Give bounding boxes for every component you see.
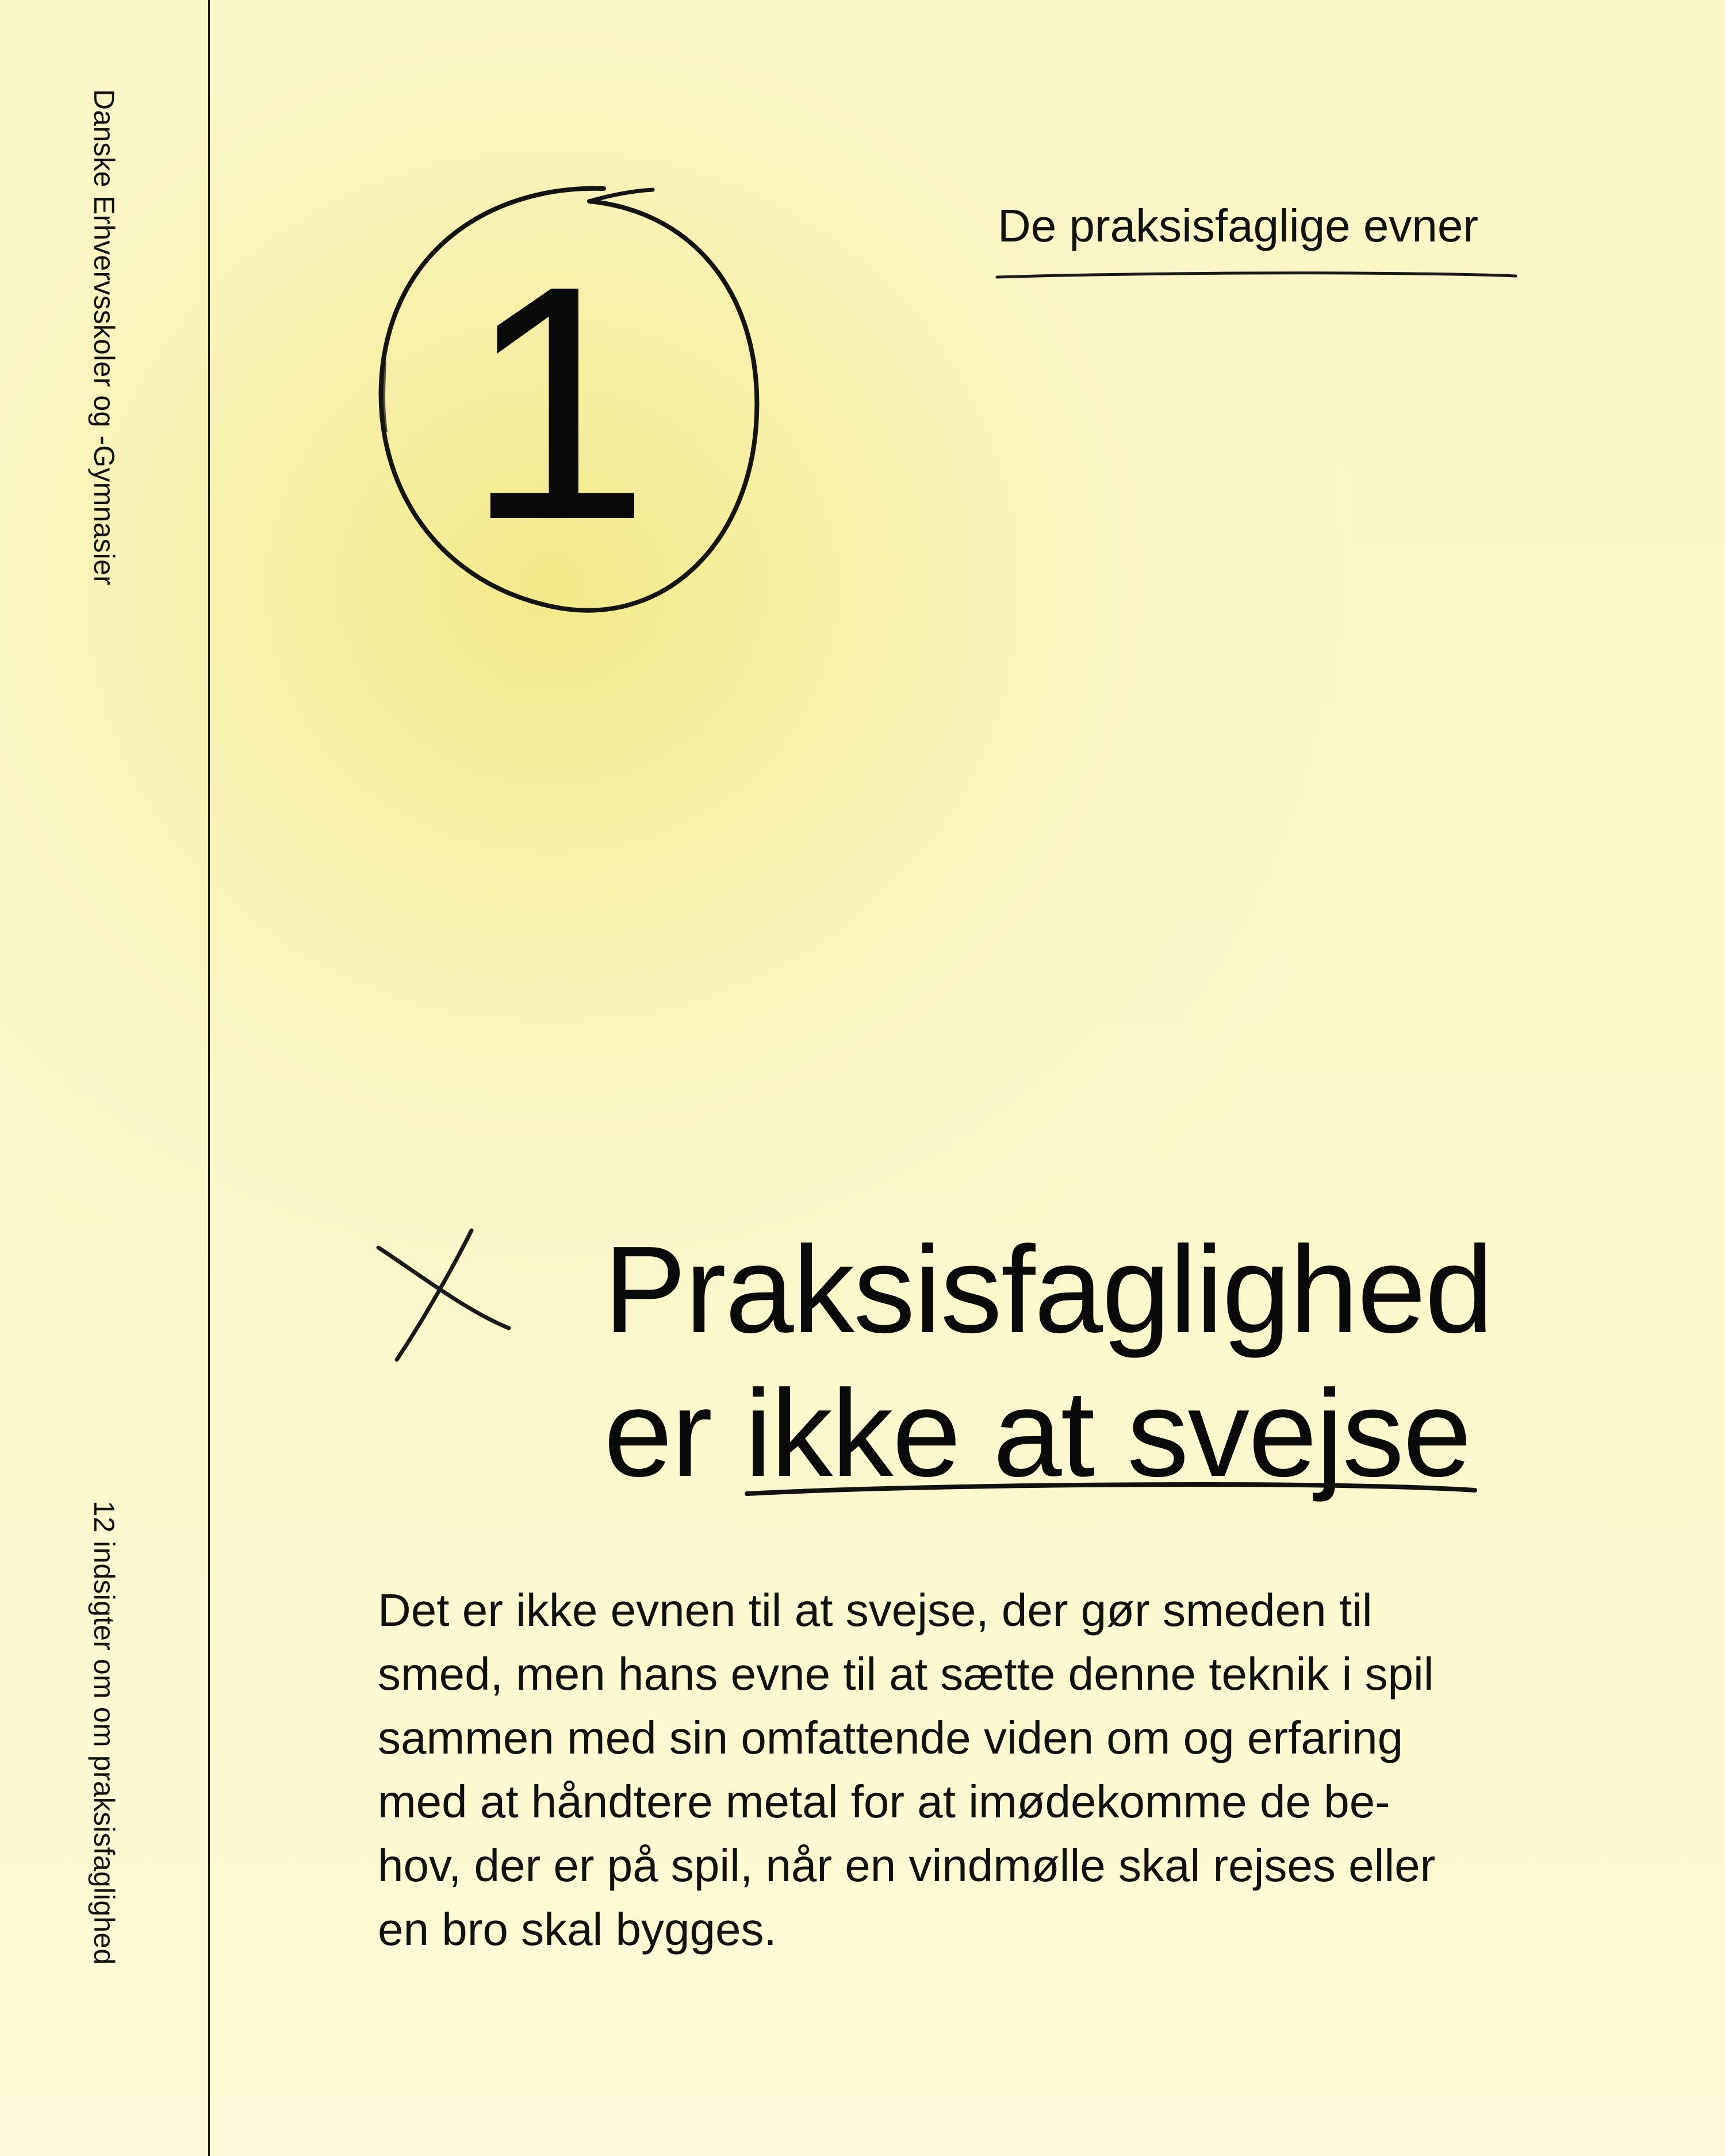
- headline-underline: [745, 1479, 1478, 1502]
- spine-series-title: 12 indsigter om om praksisfaglighed: [88, 1501, 120, 1965]
- body-line: med at håndtere metal for at imødekomme de be-: [378, 1776, 1390, 1827]
- headline-line-1: Praksisfaglighed: [604, 1220, 1493, 1359]
- body-line: en bro skal bygges.: [378, 1904, 777, 1955]
- section-underline: [995, 269, 1518, 283]
- body-line: hov, der er på spil, når en vindmølle skal rejses eller: [378, 1840, 1436, 1891]
- body-line: smed, men hans evne til at sætte denne teknik i spil: [378, 1648, 1434, 1700]
- chapter-number: 1: [465, 216, 651, 589]
- spine-publisher: Danske Erhvervsskoler og -Gymnasier: [88, 89, 120, 585]
- spine-divider: [208, 0, 210, 2156]
- body-line: sammen med sin omfattende viden om og erfaring: [378, 1712, 1404, 1763]
- section-label: De praksisfaglige evner: [998, 200, 1478, 251]
- hand-drawn-cross-icon: [374, 1225, 518, 1368]
- body-paragraph: [378, 1578, 1545, 1961]
- body-line: Det er ikke evnen til at svejse, der gør smeden til: [378, 1585, 1373, 1636]
- headline: [604, 1218, 1639, 1505]
- headline-line-2: er ikke at svejse: [604, 1364, 1471, 1502]
